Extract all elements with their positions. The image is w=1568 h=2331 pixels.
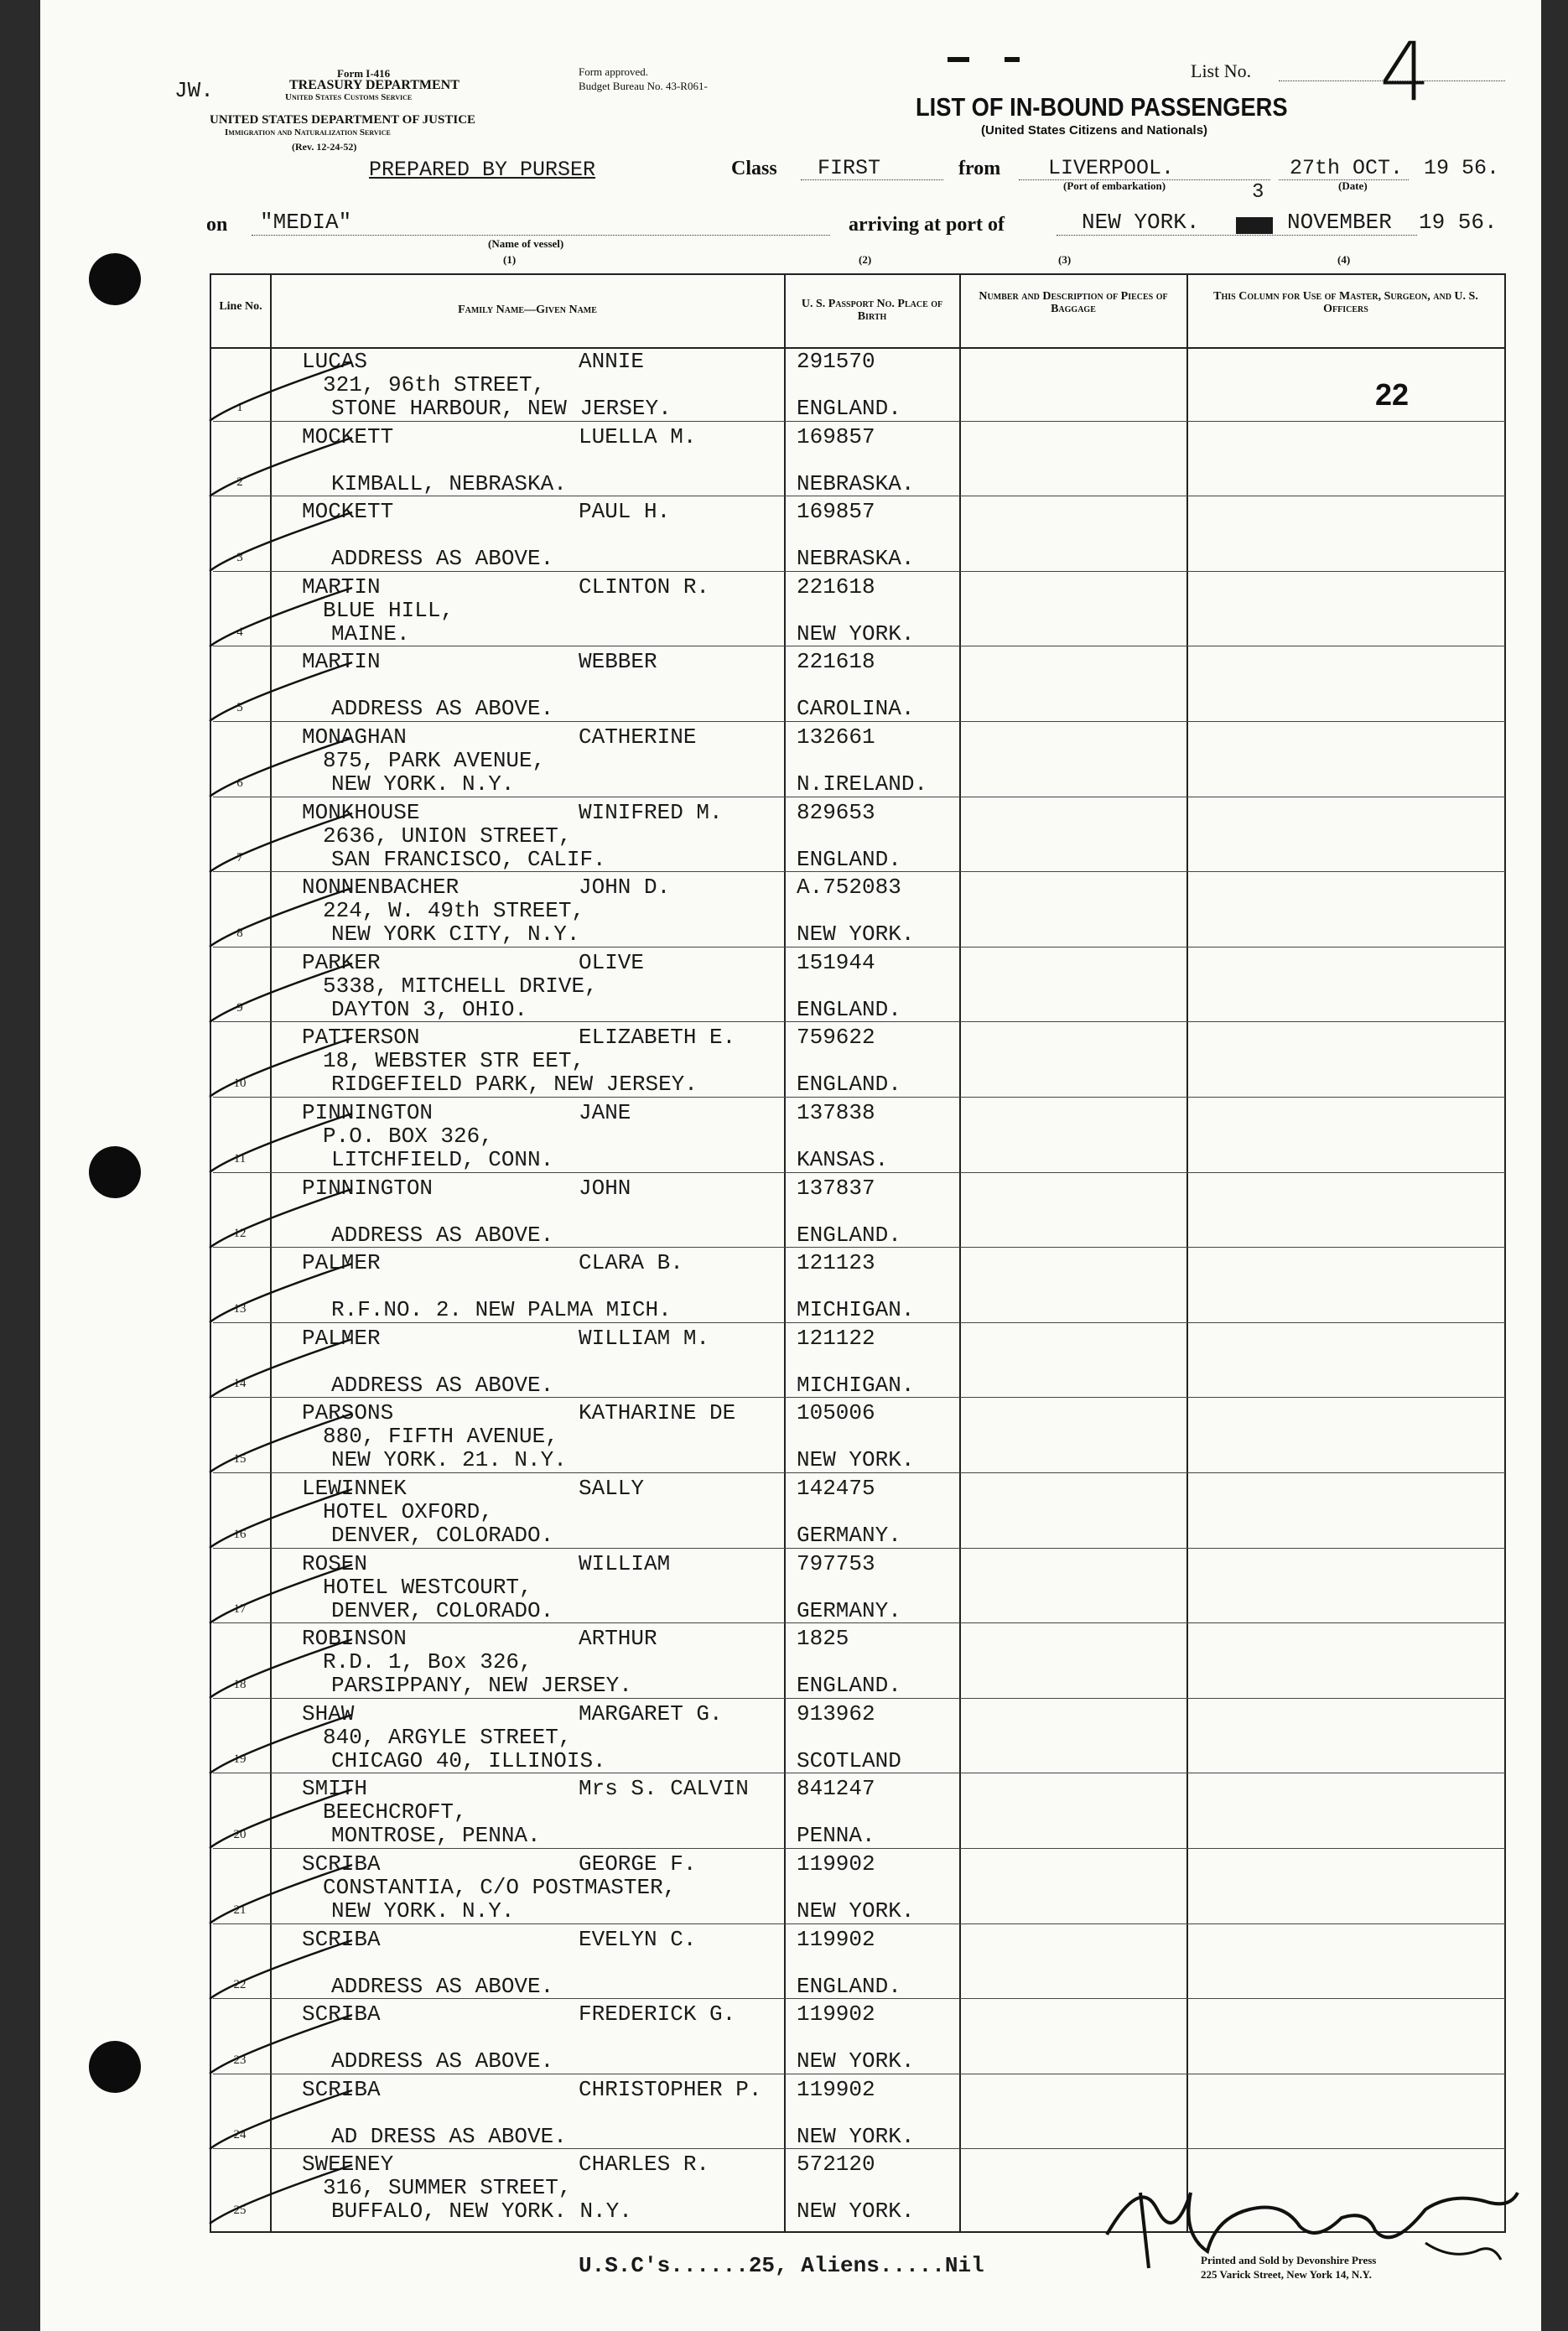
check-mark bbox=[201, 1858, 369, 1934]
arrival-port: NEW YORK. bbox=[1082, 210, 1200, 235]
given-name: WILLIAM bbox=[579, 1550, 671, 1576]
address-line-1: R.D. 1, Box 326, bbox=[323, 1649, 532, 1675]
row-divider bbox=[213, 1998, 1505, 1999]
arrival-month: NOVEMBER bbox=[1287, 210, 1392, 235]
port-embark-caption: (Port of embarkation) bbox=[1063, 179, 1166, 192]
place-of-birth: NEW YORK. bbox=[797, 2199, 915, 2225]
passport-number: A.752083 bbox=[797, 875, 901, 901]
dept-treasury: TREASURY DEPARTMENT bbox=[289, 78, 459, 92]
port-of-embarkation: LIVERPOOL. bbox=[1048, 156, 1175, 180]
check-mark bbox=[201, 1934, 369, 2009]
dept-justice: UNITED STATES DEPARTMENT OF JUSTICE bbox=[210, 113, 476, 127]
given-name: LUELLA M. bbox=[579, 423, 697, 449]
given-name: WINIFRED M. bbox=[579, 799, 723, 825]
address-line-2: RIDGEFIELD PARK, NEW JERSEY. bbox=[331, 1072, 698, 1098]
check-mark bbox=[201, 1257, 369, 1332]
line-number: 2 bbox=[236, 475, 243, 490]
totals: U.S.C's......25, Aliens.....Nil bbox=[579, 2253, 984, 2278]
line-number: 3 bbox=[236, 550, 243, 564]
place-of-birth: NEBRASKA. bbox=[797, 470, 915, 496]
passport-number: 221618 bbox=[797, 574, 875, 600]
col-num-1: (1) bbox=[503, 253, 517, 266]
col-header-officers: This Column for Use of Master, Surgeon, and U. S. Officers bbox=[1213, 290, 1478, 315]
address-line-2: NEW YORK. N.Y. bbox=[331, 1898, 515, 1923]
address-line-2: STONE HARBOUR, NEW JERSEY. bbox=[331, 396, 672, 421]
line-number: 19 bbox=[233, 1752, 247, 1767]
given-name: ANNIE bbox=[579, 349, 645, 374]
address-line-2: ADDRESS AS ABOVE. bbox=[331, 1372, 554, 1398]
place-of-birth: N.IRELAND. bbox=[797, 771, 928, 797]
address-line-1: HOTEL WESTCOURT, bbox=[323, 1574, 532, 1600]
family-name: MOCKETT bbox=[302, 423, 394, 449]
arrival-year: 19 56. bbox=[1419, 210, 1498, 235]
place-of-birth: ENGLAND. bbox=[797, 996, 901, 1022]
place-of-birth: NEW YORK. bbox=[797, 2048, 915, 2074]
passport-number: 759622 bbox=[797, 1025, 875, 1051]
address-line-2: R.F.NO. 2. NEW PALMA MICH. bbox=[331, 1297, 672, 1323]
col-num-4: (4) bbox=[1337, 253, 1351, 266]
check-mark bbox=[201, 1407, 369, 1482]
ink-mark bbox=[948, 57, 969, 62]
address-line-1: BLUE HILL, bbox=[323, 597, 454, 623]
line-number: 7 bbox=[236, 851, 243, 865]
col-divider bbox=[1186, 273, 1188, 2233]
revision: (Rev. 12-24-52) bbox=[292, 141, 357, 153]
family-name: MARTIN bbox=[302, 649, 381, 675]
row-divider bbox=[213, 1097, 1505, 1098]
given-name: CATHERINE bbox=[579, 724, 697, 750]
place-of-birth: GERMANY. bbox=[797, 1523, 901, 1548]
check-mark bbox=[201, 807, 369, 882]
address-line-2: AD DRESS AS ABOVE. bbox=[331, 2123, 567, 2149]
col-header-name: Family Name—Given Name bbox=[458, 304, 597, 316]
given-name: JANE bbox=[579, 1100, 631, 1125]
line-number: 9 bbox=[236, 1001, 243, 1015]
row-divider bbox=[213, 1622, 1505, 1623]
given-name: JOHN D. bbox=[579, 875, 671, 901]
place-of-birth: NEW YORK. bbox=[797, 1447, 915, 1473]
struck-out-text bbox=[1236, 217, 1273, 234]
class-line bbox=[801, 179, 943, 180]
family-name: PARSONS bbox=[302, 1400, 394, 1426]
family-name: NONNENBACHER bbox=[302, 875, 459, 901]
place-of-birth: SCOTLAND bbox=[797, 1747, 901, 1773]
family-name: SCRIBA bbox=[302, 2076, 381, 2102]
embark-year: 19 56. bbox=[1424, 156, 1500, 180]
ink-mark bbox=[1005, 57, 1020, 62]
printer-line-2: 225 Varick Street, New York 14, N.Y. bbox=[1201, 2268, 1372, 2281]
address-line-2: MAINE. bbox=[331, 620, 410, 646]
given-name: PAUL H. bbox=[579, 499, 671, 525]
passport-number: 169857 bbox=[797, 423, 875, 449]
row-divider bbox=[213, 1247, 1505, 1248]
passport-number: 151944 bbox=[797, 949, 875, 975]
place-of-birth: NEW YORK. bbox=[797, 2123, 915, 2149]
line-number: 24 bbox=[233, 2128, 247, 2142]
list-no-label: List No. bbox=[1191, 60, 1252, 81]
row-divider bbox=[213, 1698, 1505, 1699]
passport-number: 291570 bbox=[797, 349, 875, 374]
place-of-birth: KANSAS. bbox=[797, 1147, 889, 1172]
form-number: Form I-416 bbox=[337, 67, 391, 80]
passport-number: 137837 bbox=[797, 1175, 875, 1201]
check-mark bbox=[201, 1332, 369, 1408]
place-of-birth: NEBRASKA. bbox=[797, 546, 915, 572]
col-divider bbox=[784, 273, 786, 2233]
given-name: ARTHUR bbox=[579, 1626, 657, 1652]
given-name: CLINTON R. bbox=[579, 574, 710, 600]
col-num-3: (3) bbox=[1058, 253, 1072, 266]
place-of-birth: MICHIGAN. bbox=[797, 1372, 915, 1398]
address-line-2: ADDRESS AS ABOVE. bbox=[331, 2048, 554, 2074]
passport-number: 841247 bbox=[797, 1776, 875, 1802]
line-number: 6 bbox=[236, 776, 243, 790]
row-divider bbox=[213, 1397, 1505, 1398]
address-line-2: ADDRESS AS ABOVE. bbox=[331, 546, 554, 572]
embark-date: 27th OCT. bbox=[1290, 156, 1404, 180]
given-name: CHARLES R. bbox=[579, 2152, 710, 2178]
line-number: 25 bbox=[233, 2204, 247, 2217]
list-no-value: 4 bbox=[1379, 25, 1431, 119]
check-mark bbox=[201, 957, 369, 1032]
row-divider bbox=[213, 1848, 1505, 1849]
row-divider bbox=[213, 1172, 1505, 1173]
passport-number: 829653 bbox=[797, 799, 875, 825]
given-name: ELIZABETH E. bbox=[579, 1025, 736, 1051]
place-of-birth: NEW YORK. bbox=[797, 921, 915, 947]
given-name: JOHN bbox=[579, 1175, 631, 1201]
check-mark bbox=[201, 1783, 369, 1858]
address-line-2: DAYTON 3, OHIO. bbox=[331, 996, 528, 1022]
col-num-2: (2) bbox=[859, 253, 872, 266]
check-mark bbox=[201, 1708, 369, 1783]
check-mark bbox=[201, 1482, 369, 1558]
check-mark bbox=[201, 2158, 369, 2234]
arrival-day: 3 bbox=[1252, 181, 1264, 204]
check-mark bbox=[201, 881, 369, 957]
line-number: 22 bbox=[233, 1978, 247, 1992]
class-label: Class bbox=[731, 158, 777, 179]
given-name: GEORGE F. bbox=[579, 1851, 697, 1877]
check-mark bbox=[201, 581, 369, 657]
document-subtitle: (United States Citizens and Nationals) bbox=[981, 123, 1208, 138]
col-header-passport: U. S. Passport No. Place of Birth bbox=[801, 298, 943, 323]
budget-bureau: Budget Bureau No. 43-R061- bbox=[579, 80, 708, 92]
row-divider bbox=[213, 871, 1505, 872]
given-name: CHRISTOPHER P. bbox=[579, 2076, 762, 2102]
place-of-birth: ENGLAND. bbox=[797, 846, 901, 872]
passport-number: 119902 bbox=[797, 1851, 875, 1877]
address-line-2: DENVER, COLORADO. bbox=[331, 1597, 554, 1623]
place-of-birth: NEW YORK. bbox=[797, 620, 915, 646]
address-line-2: NEW YORK. 21. N.Y. bbox=[331, 1447, 567, 1473]
family-name: ROSEN bbox=[302, 1550, 368, 1576]
date-caption: (Date) bbox=[1338, 179, 1368, 192]
address-line-1: 321, 96th STREET, bbox=[323, 372, 546, 397]
check-mark bbox=[201, 1182, 369, 1258]
given-name: FREDERICK G. bbox=[579, 2001, 736, 2027]
address-line-1: 18, WEBSTER STR EET, bbox=[323, 1048, 585, 1074]
initials: JW. bbox=[174, 78, 214, 103]
family-name: LEWINNEK bbox=[302, 1476, 407, 1501]
address-line-1: 316, SUMMER STREET, bbox=[323, 2175, 572, 2201]
passport-number: 121123 bbox=[797, 1250, 875, 1276]
address-line-2: SAN FRANCISCO, CALIF. bbox=[331, 846, 606, 872]
col-divider bbox=[959, 273, 961, 2233]
family-name: PATTERSON bbox=[302, 1025, 420, 1051]
row-divider bbox=[213, 1923, 1505, 1924]
address-line-1: HOTEL OXFORD, bbox=[323, 1499, 493, 1524]
place-of-birth: ENGLAND. bbox=[797, 1072, 901, 1098]
family-name: SCRIBA bbox=[302, 1851, 381, 1877]
address-line-2: NEW YORK CITY, N.Y. bbox=[331, 921, 580, 947]
line-number: 17 bbox=[233, 1602, 247, 1617]
punch-hole bbox=[89, 2041, 141, 2093]
check-mark bbox=[201, 356, 369, 431]
address-line-1: 840, ARGYLE STREET, bbox=[323, 1724, 572, 1750]
place-of-birth: PENNA. bbox=[797, 1823, 875, 1849]
place-of-birth: NEW YORK. bbox=[797, 1898, 915, 1923]
dept-treasury-sub: United States Customs Service bbox=[285, 92, 413, 102]
vessel-name: "MEDIA" bbox=[260, 210, 352, 235]
check-mark bbox=[201, 506, 369, 581]
given-name: Mrs S. CALVIN bbox=[579, 1776, 749, 1802]
address-line-2: ADDRESS AS ABOVE. bbox=[331, 1973, 554, 1999]
given-name: OLIVE bbox=[579, 949, 645, 975]
family-name: SHAW bbox=[302, 1700, 355, 1726]
col-header-baggage: Number and Description of Pieces of Baggage bbox=[979, 290, 1168, 315]
address-line-2: LITCHFIELD, CONN. bbox=[331, 1147, 554, 1172]
check-mark bbox=[201, 1633, 369, 1708]
check-mark bbox=[201, 1107, 369, 1182]
address-line-2: KIMBALL, NEBRASKA. bbox=[331, 470, 567, 496]
place-of-birth: ENGLAND. bbox=[797, 396, 901, 421]
family-name: SWEENEY bbox=[302, 2152, 394, 2178]
given-name: WILLIAM M. bbox=[579, 1325, 710, 1351]
row-divider bbox=[213, 1548, 1505, 1549]
arrival-line bbox=[1057, 235, 1417, 236]
officer-note: 22 bbox=[1375, 377, 1410, 412]
given-name: SALLY bbox=[579, 1476, 645, 1501]
given-name: MARGARET G. bbox=[579, 1700, 723, 1726]
family-name: SCRIBA bbox=[302, 1926, 381, 1952]
address-line-2: PARSIPPANY, NEW JERSEY. bbox=[331, 1673, 632, 1699]
prepared-by: PREPARED BY PURSER bbox=[369, 158, 596, 182]
family-name: PALMER bbox=[302, 1325, 381, 1351]
check-mark bbox=[201, 431, 369, 506]
passport-number: 105006 bbox=[797, 1400, 875, 1426]
row-divider bbox=[213, 571, 1505, 572]
line-number: 21 bbox=[233, 1903, 247, 1917]
line-number: 4 bbox=[236, 626, 243, 640]
vessel-line bbox=[252, 235, 830, 236]
address-line-2: ADDRESS AS ABOVE. bbox=[331, 696, 554, 722]
given-name: KATHARINE DE bbox=[579, 1400, 736, 1426]
family-name: MARTIN bbox=[302, 574, 381, 600]
place-of-birth: CAROLINA. bbox=[797, 696, 915, 722]
printer-line-1: Printed and Sold by Devonshire Press bbox=[1201, 2254, 1377, 2266]
on-label: on bbox=[206, 214, 228, 236]
dept-justice-sub: Immigration and Naturalization Service bbox=[225, 127, 391, 138]
vessel-caption: (Name of vessel) bbox=[488, 237, 564, 250]
place-of-birth: ENGLAND. bbox=[797, 1222, 901, 1248]
row-divider bbox=[213, 2148, 1505, 2149]
passport-number: 137838 bbox=[797, 1100, 875, 1125]
passport-number: 169857 bbox=[797, 499, 875, 525]
given-name: EVELYN C. bbox=[579, 1926, 697, 1952]
from-label: from bbox=[958, 158, 1001, 179]
family-name: MONAGHAN bbox=[302, 724, 407, 750]
address-line-2: NEW YORK. N.Y. bbox=[331, 771, 515, 797]
passport-number: 797753 bbox=[797, 1550, 875, 1576]
line-number: 10 bbox=[233, 1077, 247, 1090]
passport-number: 1825 bbox=[797, 1626, 849, 1652]
row-divider bbox=[213, 421, 1505, 422]
form-approved: Form approved. bbox=[579, 65, 649, 78]
address-line-1: 2636, UNION STREET, bbox=[323, 823, 572, 849]
line-number: 20 bbox=[233, 1828, 247, 1841]
check-mark bbox=[201, 656, 369, 731]
address-line-1: 875, PARK AVENUE, bbox=[323, 748, 546, 773]
document-title: LIST OF IN-BOUND PASSENGERS bbox=[916, 92, 1288, 122]
line-number: 14 bbox=[233, 1377, 247, 1391]
passport-number: 119902 bbox=[797, 2001, 875, 2027]
address-line-1: BEECHCROFT, bbox=[323, 1799, 467, 1825]
line-number: 5 bbox=[236, 701, 243, 714]
check-mark bbox=[201, 2084, 369, 2159]
check-mark bbox=[201, 731, 369, 807]
address-line-1: P.O. BOX 326, bbox=[323, 1124, 493, 1149]
class-value: FIRST bbox=[818, 156, 881, 180]
line-number: 12 bbox=[233, 1227, 247, 1241]
given-name: CLARA B. bbox=[579, 1250, 683, 1276]
place-of-birth: ENGLAND. bbox=[797, 1973, 901, 1999]
check-mark bbox=[201, 1558, 369, 1633]
row-divider bbox=[213, 1472, 1505, 1473]
place-of-birth: GERMANY. bbox=[797, 1597, 901, 1623]
family-name: LUCAS bbox=[302, 349, 368, 374]
arriving-label: arriving at port of bbox=[849, 214, 1005, 236]
line-number: 15 bbox=[233, 1452, 247, 1466]
family-name: PINNINGTON bbox=[302, 1175, 434, 1201]
line-number: 16 bbox=[233, 1527, 247, 1541]
address-line-2: BUFFALO, NEW YORK. N.Y. bbox=[331, 2199, 632, 2225]
place-of-birth: ENGLAND. bbox=[797, 1673, 901, 1699]
check-mark bbox=[201, 2008, 369, 2084]
place-of-birth: MICHIGAN. bbox=[797, 1297, 915, 1323]
passport-number: 132661 bbox=[797, 724, 875, 750]
family-name: SCRIBA bbox=[302, 2001, 381, 2027]
punch-hole bbox=[89, 1146, 141, 1198]
address-line-1: 880, FIFTH AVENUE, bbox=[323, 1424, 558, 1450]
passport-number: 119902 bbox=[797, 2076, 875, 2102]
family-name: PINNINGTON bbox=[302, 1100, 434, 1125]
address-line-1: 5338, MITCHELL DRIVE, bbox=[323, 973, 598, 999]
passport-number: 221618 bbox=[797, 649, 875, 675]
family-name: MOCKETT bbox=[302, 499, 394, 525]
address-line-2: MONTROSE, PENNA. bbox=[331, 1823, 541, 1849]
line-number: 18 bbox=[233, 1677, 247, 1691]
family-name: ROBINSON bbox=[302, 1626, 407, 1652]
passport-number: 119902 bbox=[797, 1926, 875, 1952]
address-line-1: 224, W. 49th STREET, bbox=[323, 898, 585, 924]
line-number: 8 bbox=[236, 926, 243, 940]
given-name: WEBBER bbox=[579, 649, 657, 675]
check-mark bbox=[201, 1031, 369, 1107]
row-divider bbox=[213, 1322, 1505, 1323]
punch-hole bbox=[89, 253, 141, 305]
col-header-line: Line No. bbox=[219, 300, 262, 313]
passport-number: 121122 bbox=[797, 1325, 875, 1351]
address-line-1: CONSTANTIA, C/O POSTMASTER, bbox=[323, 1875, 677, 1900]
line-number: 23 bbox=[233, 2053, 247, 2067]
family-name: SMITH bbox=[302, 1776, 368, 1802]
address-line-2: ADDRESS AS ABOVE. bbox=[331, 1222, 554, 1248]
passport-number: 913962 bbox=[797, 1700, 875, 1726]
line-number: 13 bbox=[233, 1301, 247, 1316]
address-line-2: CHICAGO 40, ILLINOIS. bbox=[331, 1747, 606, 1773]
family-name: PARKER bbox=[302, 949, 381, 975]
address-line-2: DENVER, COLORADO. bbox=[331, 1523, 554, 1548]
row-divider bbox=[213, 1021, 1505, 1022]
line-number: 1 bbox=[236, 400, 243, 414]
family-name: PALMER bbox=[302, 1250, 381, 1276]
passport-number: 142475 bbox=[797, 1476, 875, 1501]
family-name: MONKHOUSE bbox=[302, 799, 420, 825]
passport-number: 572120 bbox=[797, 2152, 875, 2178]
line-number: 11 bbox=[233, 1151, 247, 1166]
row-divider bbox=[213, 721, 1505, 722]
